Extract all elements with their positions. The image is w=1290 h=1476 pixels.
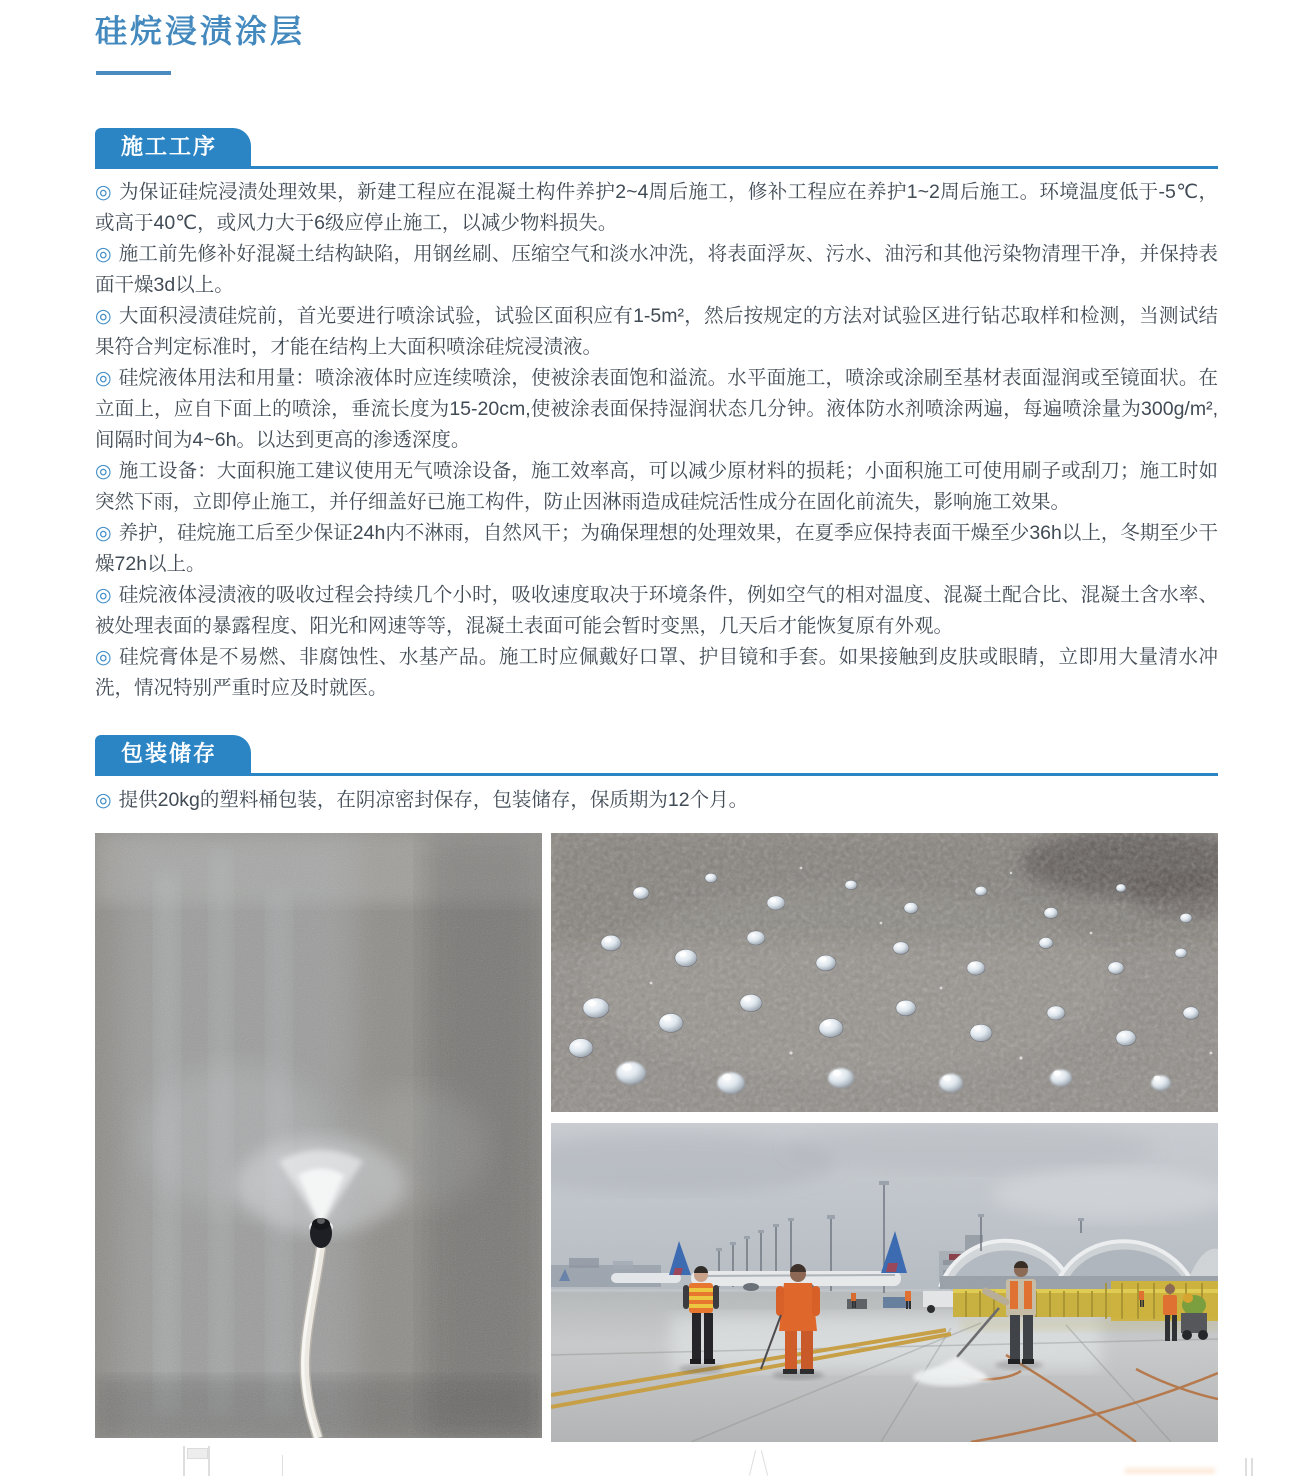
bullet-icon: ◎ [95, 182, 112, 203]
next-page-remnant-line [183, 1446, 185, 1476]
section-header-label: 包装储存 [95, 735, 251, 773]
bullet-text: 大面积浸渍硅烷前，首光要进行喷涂试验，试验区面积应有1-5m²，然后按规定的方法对试验区进行钻芯取样和检测，当测试结果符合判定标准时，才能在结构上大面积喷涂硅烷浸渍液。 [95, 305, 1218, 358]
bullet-item [95, 642, 1218, 704]
next-page-remnant-orange [1125, 1468, 1215, 1474]
section-header-label: 施工工序 [95, 128, 251, 166]
packaging-storage-text [95, 785, 1218, 816]
photo-grid [95, 833, 1218, 1442]
photo-hydrophobic-concrete-beads [551, 833, 1218, 1112]
bullet-icon: ◎ [95, 647, 113, 668]
next-page-remnant-box [187, 1448, 208, 1459]
bullet-icon: ◎ [95, 306, 112, 327]
next-page-remnant-line [282, 1455, 283, 1476]
bullet-item [95, 177, 1218, 239]
bullet-item [95, 580, 1218, 642]
bullet-icon: ◎ [95, 523, 112, 544]
bullet-text: 硅烷液体用法和用量：喷涂液体时应连续喷涂，使被涂表面饱和溢流。水平面施工，喷涂或涂刷至基材表面湿润或至镜面状。在立面上，应自下面上的喷涂，垂流长度为15-20cm,使被涂表面保持湿润状态几分钟。液体防水剂喷涂两遍，每遍喷涂量为300g/m²,间隔时间为4~6h。以达到更高的渗透深度。 [95, 367, 1218, 451]
bullet-icon: ◎ [95, 585, 112, 606]
airport-apron-image [551, 1123, 1218, 1442]
bullet-item [95, 456, 1218, 518]
construction-procedure-text [95, 177, 1218, 704]
silane-spray-wall-image [95, 833, 542, 1438]
title-underline-dash [96, 71, 171, 75]
bullet-item [95, 785, 1218, 816]
photo-silane-spray-on-wall [95, 833, 542, 1438]
bullet-icon: ◎ [95, 461, 112, 482]
bullet-text: 提供20kg的塑料桶包装，在阴凉密封保存，包装储存，保质期为12个月。 [118, 789, 749, 811]
next-page-remnant-line [1245, 1458, 1247, 1476]
water-beads-surface-image [551, 833, 1218, 1112]
bullet-item [95, 518, 1218, 580]
bullet-text: 硅烷液体浸渍液的吸收过程会持续几个小时，吸收速度取决于环境条件，例如空气的相对温度、混凝土配合比、混凝土含水率、被处理表面的暴露程度、阳光和网速等等，混凝土表面可能会暂时变黑，几天后才能恢复原有外观。 [95, 584, 1218, 637]
bullet-icon: ◎ [95, 244, 112, 265]
bullet-item [95, 363, 1218, 456]
bullet-text: 硅烷膏体是不易燃、非腐蚀性、水基产品。施工时应佩戴好口罩、护目镜和手套。如果接触到皮肤或眼睛，立即用大量清水冲洗，情况特别严重时应及时就医。 [95, 646, 1218, 699]
next-page-remnant-line [208, 1446, 210, 1476]
next-page-remnant-line [1251, 1458, 1253, 1476]
bullet-text: 施工前先修补好混凝土结构缺陷，用钢丝刷、压缩空气和淡水冲洗，将表面浮灰、污水、油污和其他污染物清理干净，并保持表面干燥3d以上。 [95, 243, 1218, 296]
bullet-text: 施工设备：大面积施工建议使用无气喷涂设备，施工效率高，可以减少原材料的损耗；小面积施工可使用刷子或刮刀；施工时如突然下雨，立即停止施工，并仔细盖好已施工构件，防止因淋雨造成硅烷活性成分在固化前流失，影响施工效果。 [95, 460, 1218, 513]
section-header-construction [95, 128, 1218, 169]
page-title: 硅烷浸渍涂层 [95, 13, 306, 49]
bullet-icon: ◎ [95, 790, 112, 811]
page-content [95, 0, 1218, 1476]
bullet-item [95, 239, 1218, 301]
section-header-packaging [95, 735, 1218, 776]
bullet-text: 养护，硅烷施工后至少保证24h内不淋雨，自然风干；为确保理想的处理效果，在夏季应保持表面干燥至少36h以上，冬期至少干燥72h以上。 [95, 522, 1218, 575]
bullet-text: 为保证硅烷浸渍处理效果，新建工程应在混凝土构件养护2~4周后施工，修补工程应在养护1~2周后施工。环境温度低于-5℃，或高于40℃，或风力大于6级应停止施工，以减少物料损失。 [95, 181, 1218, 234]
bullet-item [95, 301, 1218, 363]
bullet-icon: ◎ [95, 368, 112, 389]
photo-airport-apron-spraying [551, 1123, 1218, 1442]
